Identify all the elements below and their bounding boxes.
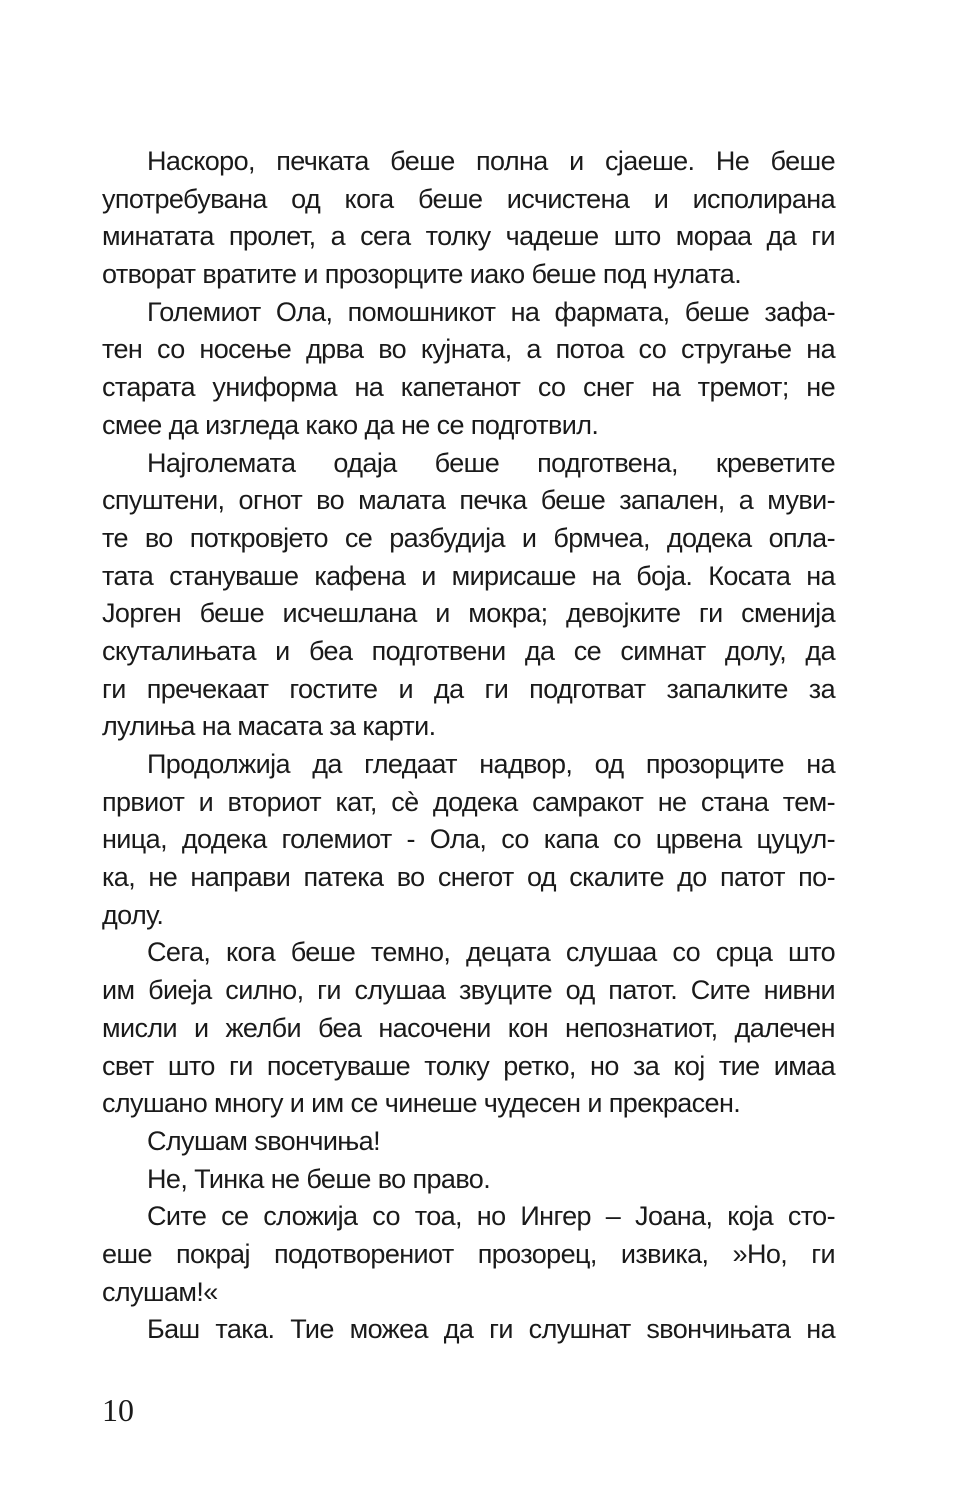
body-text [102,143,835,1349]
text-line: употребувана од кога беше исчистена и исполирана [102,183,835,214]
text-line: ги пречекаат гостите и да ги подготват запалките за [102,673,835,704]
text-line: Баш така. Тие можеа да ги слушнат ѕвончињата на [147,1314,835,1345]
text-line: смее да изгледа како да не се подготвил. [102,409,599,440]
text-line: тен со носење дрва во кујната, а потоа со стругање на [102,334,835,365]
text-line: Големиот Ола, помошникот на фармата, беше зафа- [147,296,835,327]
text-line: свет што ги посетуваше толку ретко, но за кој тие имаа [102,1050,835,1081]
text-line: Продолжија да гледаат надвор, од прозорците на [147,749,835,779]
dialogue-line: Не, Тинка не беше во право. [147,1163,491,1194]
dialogue-line: Слушам ѕвончиња! [147,1125,380,1156]
text-line: слушам!« [102,1276,218,1307]
text-line: слушано многу и им се чинеше чудесен и прекрасен. [102,1088,741,1119]
text-line: спуштени, огнот во малата печка беше запален, а муви- [102,485,835,516]
text-line: лулиња на масата за карти. [102,711,436,742]
text-line: Сега, кога беше темно, децата слушаа со срца што [147,937,835,968]
text-line: минатата пролет, а сега толку чадеше што мораа да ги [102,221,835,252]
text-line: долу. [102,899,164,930]
text-line: ка, не направи патека во снегот од скалите до патот по- [102,862,835,893]
text-line: Наскоро, печката беше полна и сјаеше. Не беше [147,146,835,176]
text-line: тата стануваше кафена и мирисаше на боја. Косата на [102,560,835,591]
page-number: 10 [102,1392,134,1428]
text-line: те во поткровјето се разбудија и брмчеа, додека опла- [102,522,835,553]
text-line: Сите се сложија со тоа, но Ингер – Јоана, која сто- [147,1201,835,1232]
text-line: еше покрај подотворениот прозорец, извика, »Но, ги [102,1238,835,1269]
text-line: мисли и желби беа насочени кон непознатиот, далечен [102,1012,835,1043]
text-line: отворат вратите и прозорците иако беше под нулата. [102,259,742,290]
text-line: скуталињата и беа подготвени да се симнат долу, да [102,635,835,666]
text-line: ница, додека големиот - Ола, со капа со црвена цуцул- [102,824,835,855]
text-line: Најголемата одаја беше подготвена, креветите [147,447,835,478]
text-line: Јорген беше исчешлана и мокра; девојките ги сменија [102,598,835,629]
text-line: им биеја силно, ги слушаа звуците од патот. Сите нивни [102,975,835,1006]
text-line: старата униформа на капетанот со снег на тремот; не [102,372,835,403]
text-line: првиот и вториот кат, сѐ додека самракот не стана тем- [102,786,835,817]
